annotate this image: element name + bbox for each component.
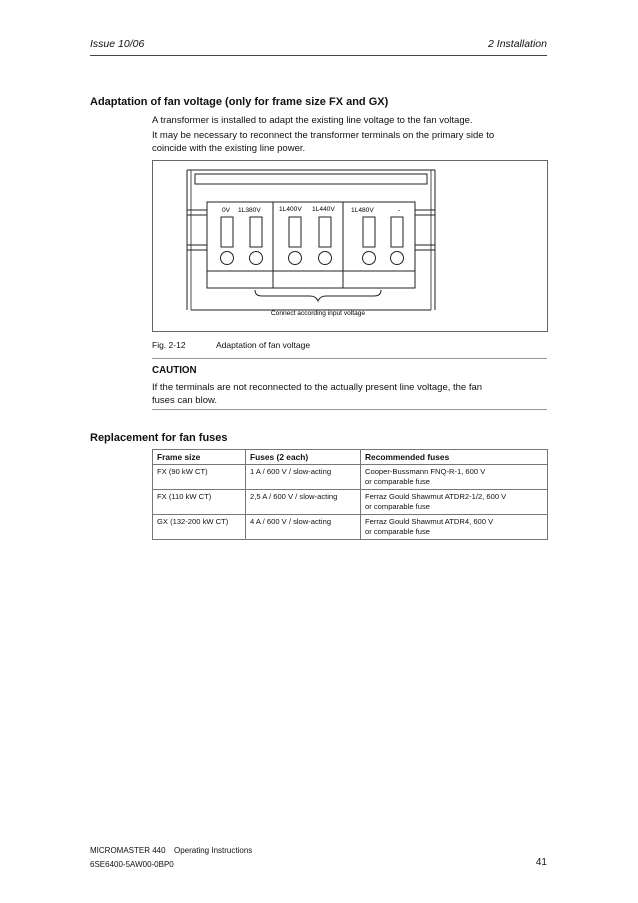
table-row <box>153 490 548 515</box>
terminal-label-400v: 1L400V <box>279 206 302 213</box>
section-title-fan-fuses: Replacement for fan fuses <box>90 432 228 444</box>
terminal-label-440v: 1L440V <box>312 206 335 213</box>
table-row <box>153 515 548 540</box>
terminal-screw <box>250 252 263 265</box>
recommended-fuse-name: Ferraz Gould Shawmut ATDR4, 600 V <box>365 517 494 526</box>
column-header-frame-size: Frame size <box>153 450 246 465</box>
table-row <box>153 465 548 490</box>
terminal-label-0v: 0V <box>222 207 231 214</box>
caution-top-rule <box>152 358 547 359</box>
figure-caption: Adaptation of fan voltage <box>216 340 311 350</box>
caution-title: CAUTION <box>152 365 197 376</box>
terminal-slot <box>363 217 375 247</box>
table-header-row <box>153 450 548 465</box>
cell-fuses: 1 A / 600 V / slow-acting <box>246 465 361 490</box>
cell-frame-size: FX (90 kW CT) <box>153 465 246 490</box>
terminal-slot <box>391 217 403 247</box>
recommended-fuse-alt: or comparable fuse <box>365 502 431 511</box>
terminal-label-480v: 1L480V <box>351 207 374 214</box>
footer-product: MICROMASTER 440 <box>90 846 166 855</box>
caution-text-line1: If the terminals are not reconnected to the actually present line voltage, the fan <box>152 382 483 393</box>
paragraph-reconnect-line1: It may be necessary to reconnect the transformer terminals on the primary side to <box>152 130 495 141</box>
section-title-fan-voltage: Adaptation of fan voltage (only for frame size FX and GX) <box>90 96 389 108</box>
header-issue: Issue 10/06 <box>90 38 145 50</box>
terminal-screw <box>221 252 234 265</box>
terminal-screw <box>319 252 332 265</box>
cell-recommended <box>361 490 548 515</box>
caution-text-line2: fuses can blow. <box>152 395 217 406</box>
terminal-label-380v: 1L380V <box>238 207 261 214</box>
terminal-screw <box>289 252 302 265</box>
terminal-label-dash: - <box>398 207 401 214</box>
figure-number: Fig. 2-12 <box>152 340 186 350</box>
transformer-terminal-figure <box>152 160 548 332</box>
page-number: 41 <box>535 857 547 868</box>
top-bar <box>195 174 427 184</box>
recommended-fuse-name: Cooper-Bussmann FNQ-R-1, 600 V <box>365 467 486 476</box>
column-header-fuses: Fuses (2 each) <box>246 450 361 465</box>
caution-bottom-rule <box>152 409 547 410</box>
terminal-slot <box>221 217 233 247</box>
paragraph-reconnect-line2: coincide with the existing line power. <box>152 143 306 154</box>
terminal-slot <box>250 217 262 247</box>
terminal-screw <box>391 252 404 265</box>
cell-fuses: 2,5 A / 600 V / slow-acting <box>246 490 361 515</box>
cell-fuses: 4 A / 600 V / slow-acting <box>246 515 361 540</box>
cell-frame-size: FX (110 kW CT) <box>153 490 246 515</box>
recommended-fuse-alt: or comparable fuse <box>365 527 431 536</box>
header-rule <box>90 55 547 56</box>
footer-order-number: 6SE6400-5AW00-0BP0 <box>90 860 174 869</box>
brace <box>255 290 381 301</box>
cell-recommended <box>361 515 548 540</box>
terminal-screw <box>363 252 376 265</box>
recommended-fuse-alt: or comparable fuse <box>365 477 431 486</box>
footer-doc-type: Operating Instructions <box>174 846 253 855</box>
terminal-slot <box>319 217 331 247</box>
paragraph-transformer: A transformer is installed to adapt the existing line voltage to the fan voltage. <box>152 115 473 126</box>
fuse-table <box>152 449 548 540</box>
header-chapter: 2 Installation <box>488 38 547 50</box>
terminal-slot <box>289 217 301 247</box>
recommended-fuse-name: Ferraz Gould Shawmut ATDR2-1/2, 600 V <box>365 492 507 501</box>
cell-recommended <box>361 465 548 490</box>
column-header-recommended: Recommended fuses <box>361 450 548 465</box>
terminal-block <box>207 202 415 288</box>
brace-caption: Connect according input voltage <box>270 310 366 317</box>
cell-frame-size: GX (132-200 kW CT) <box>153 515 246 540</box>
